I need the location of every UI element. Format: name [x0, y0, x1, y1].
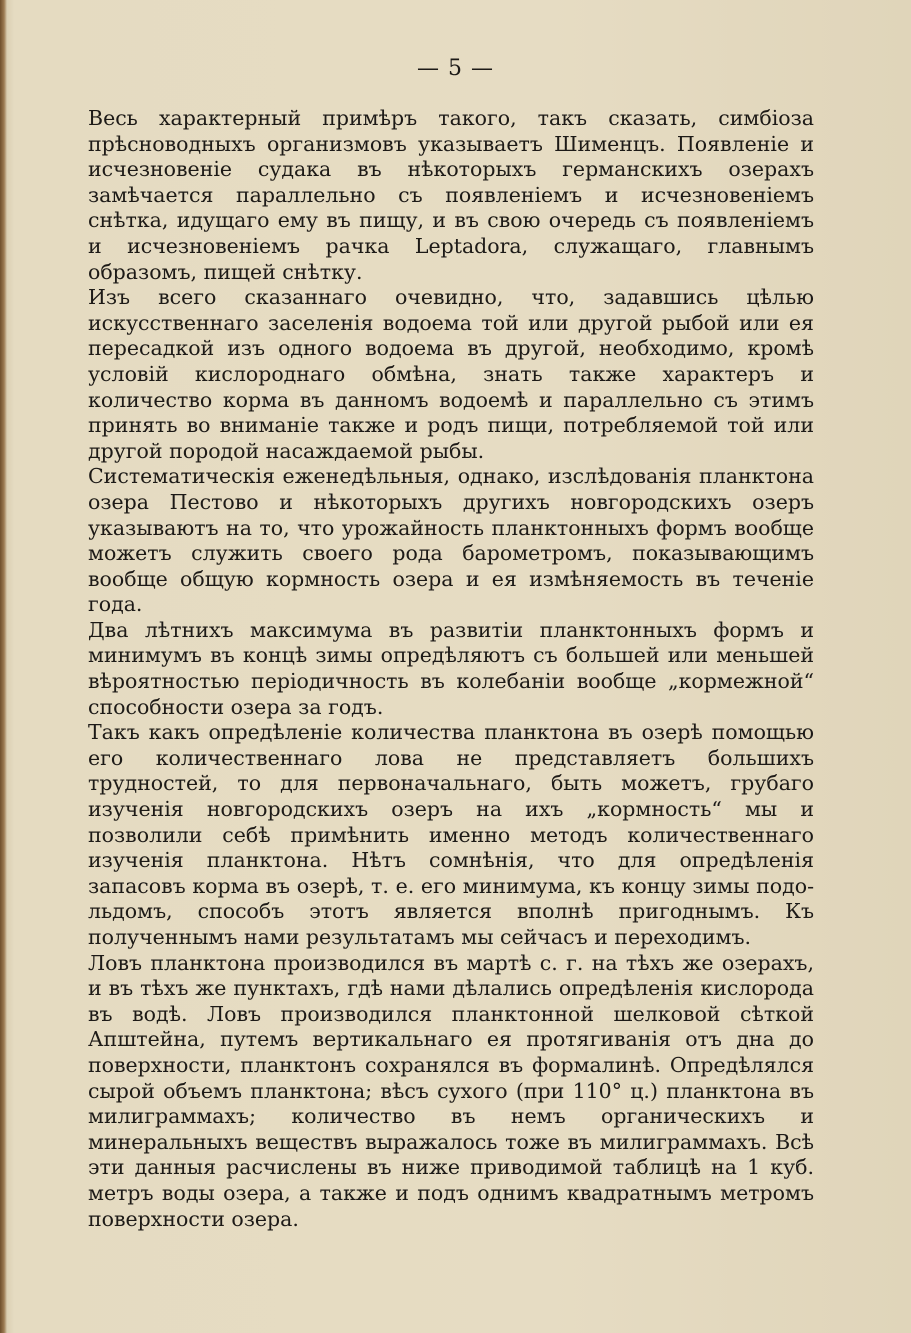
- paragraph-4: Два лѣтнихъ максимума въ развитіи планктонныхъ формъ и минимумъ въ концѣ зимы опредѣляютъ съ большей или меньшей вѣроятностью періодичность въ колебаніи вообще „кормежной“ способности озера за годъ.: [88, 617, 814, 719]
- body-text: [88, 106, 814, 1232]
- page-binding-edge: [0, 0, 7, 1333]
- paragraph-3: Систематическія еженедѣльныя, однако, изслѣдованія планктона озера Пестово и нѣкоторыхъ другихъ новгородскихъ озеръ указываютъ на то, что урожайность планктонныхъ формъ вообще можетъ служить своего рода барометромъ, показывающимъ вообще общую кормность озера и ея измѣняемость въ теченіе года.: [88, 464, 814, 617]
- page-number: — 5 —: [417, 56, 494, 81]
- paragraph-1: Весь характерный примѣръ такого, такъ сказать, симбіоза прѣсноводныхъ организмовъ указываетъ Шименцъ. Появленіе и исчезновеніе судака въ нѣкоторыхъ германскихъ озерахъ замѣчается параллельно съ появленіемъ и исчезновеніемъ снѣтка, идущаго ему въ пищу, и въ свою очередь съ появленіемъ и исчезновеніемъ рачка Leptadora, служащаго, главнымъ образомъ, пищей снѣтку.: [88, 106, 814, 284]
- paragraph-2: Изъ всего сказаннаго очевидно, что, задавшись цѣлью искусственнаго заселенія водоема той или другой рыбой или ея пересадкой изъ одного водоема въ другой, необходимо, кромѣ условій кислороднаго обмѣна, знать также характеръ и количество корма въ данномъ водоемѣ и параллельно съ этимъ принять во вниманіе также и родъ пищи, потребляемой той или другой породой насаждаемой рыбы.: [88, 285, 814, 463]
- paragraph-6: Ловъ планктона производился въ мартѣ с. г. на тѣхъ же озерахъ, и въ тѣхъ же пунктахъ, гдѣ нами дѣлались опредѣленія кислорода въ водѣ. Ловъ производился планктонной шелковой сѣткой Апштейна, путемъ вертикальнаго ея протягиванія отъ дна до поверхности, планктонъ сохранялся въ формалинѣ. Опредѣлялся сырой объемъ планктона; вѣсъ сухого (при 110° ц.) планктона въ милиграммахъ; количество въ немъ органическихъ и минеральныхъ веществъ выражалось тоже въ милиграммахъ. Всѣ эти данныя расчислены въ ниже приводимой таблицѣ на 1 куб. метръ воды озера, а также и подъ однимъ квадратнымъ метромъ поверхности озера.: [88, 950, 814, 1231]
- paragraph-5: Такъ какъ опредѣленіе количества планктона въ озерѣ помощью его количественнаго лова не представляетъ большихъ трудностей, то для первоначальнаго, быть можетъ, грубаго изученія новгородскихъ озеръ на ихъ „кормность“ мы и позволили себѣ примѣнить именно методъ количественнаго изученія планктона. Нѣтъ сомнѣнія, что для опредѣленія запасовъ корма въ озерѣ, т. е. его минимума, къ концу зимы подо-льдомъ, способъ этотъ является вполнѣ пригоднымъ. Къ полученнымъ нами результатамъ мы сейчасъ и переходимъ.: [88, 720, 814, 949]
